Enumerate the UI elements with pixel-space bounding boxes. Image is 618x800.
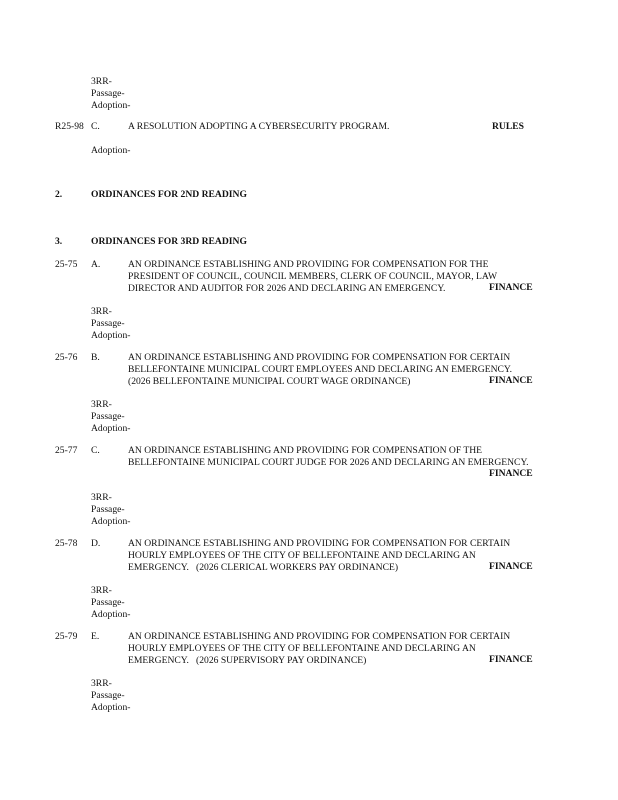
vote-line: Passage-	[91, 317, 125, 329]
item-number: 25-77	[55, 445, 78, 456]
section-title: ORDINANCES FOR 3RD READING	[91, 236, 247, 247]
vote-stack	[91, 306, 130, 341]
item-letter: D.	[91, 538, 101, 549]
section-title: ORDINANCES FOR 2ND READING	[91, 189, 247, 200]
item-number: 25-79	[55, 631, 78, 642]
item-text-line: BELLEFONTAINE MUNICIPAL COURT EMPLOYEES AND DECLARING AN EMERGENCY.	[128, 363, 513, 375]
vote-line: Passage-	[91, 410, 125, 422]
section-number: 3.	[55, 236, 63, 247]
committee-label: FINANCE	[489, 282, 533, 293]
vote-line: Adoption-	[91, 145, 131, 156]
item-letter: A.	[91, 259, 101, 270]
vote-line: 3RR-	[91, 492, 112, 503]
item-text-line: PRESIDENT OF COUNCIL, COUNCIL MEMBERS, CLERK OF COUNCIL, MAYOR, LAW	[128, 270, 498, 282]
vote-stack-top	[91, 76, 130, 111]
vote-stack	[91, 678, 130, 713]
item-number: 25-78	[55, 538, 78, 549]
item-letter: E.	[91, 631, 100, 642]
vote-line: 3RR-	[91, 399, 112, 410]
vote-line: Adoption-	[91, 701, 131, 713]
vote-line: 3RR-	[91, 678, 112, 689]
item-text-line: BELLEFONTAINE MUNICIPAL COURT JUDGE FOR 2026 AND DECLARING AN EMERGENCY.	[128, 456, 529, 468]
vote-stack	[91, 399, 130, 434]
vote-line: Adoption-	[91, 422, 131, 434]
item-text-line: DIRECTOR AND AUDITOR FOR 2026 AND DECLARING AN EMERGENCY.	[128, 282, 446, 294]
committee-label: FINANCE	[489, 654, 533, 665]
section-number: 2.	[55, 189, 63, 200]
vote-stack	[91, 492, 130, 527]
item-number: 25-76	[55, 352, 78, 363]
vote-line: 3RR-	[91, 306, 112, 317]
vote-line: Passage-	[91, 87, 125, 99]
item-text-line: AN ORDINANCE ESTABLISHING AND PROVIDING FOR COMPENSATION FOR THE	[128, 259, 489, 270]
item-letter: B.	[91, 352, 100, 363]
committee-label: FINANCE	[489, 468, 533, 479]
item-text-line: HOURLY EMPLOYEES OF THE CITY OF BELLEFONTAINE AND DECLARING AN	[128, 549, 476, 561]
vote-line: Passage-	[91, 689, 125, 701]
item-number: 25-75	[55, 259, 78, 270]
vote-stack	[91, 145, 130, 157]
vote-line: Adoption-	[91, 99, 131, 111]
committee-label: FINANCE	[489, 561, 533, 572]
vote-stack	[91, 585, 130, 620]
committee-label: FINANCE	[489, 375, 533, 386]
vote-line: Adoption-	[91, 329, 131, 341]
item-text-line: HOURLY EMPLOYEES OF THE CITY OF BELLEFONTAINE AND DECLARING AN	[128, 642, 476, 654]
vote-line: 3RR-	[91, 76, 112, 87]
item-text-line: AN ORDINANCE ESTABLISHING AND PROVIDING FOR COMPENSATION FOR CERTAIN	[128, 352, 511, 363]
item-letter: C.	[91, 445, 100, 456]
item-text-line: EMERGENCY. (2026 CLERICAL WORKERS PAY ORDINANCE)	[128, 561, 399, 573]
item-text-line: AN ORDINANCE ESTABLISHING AND PROVIDING FOR COMPENSATION FOR CERTAIN	[128, 538, 511, 549]
committee-label: RULES	[492, 121, 524, 132]
item-text: A RESOLUTION ADOPTING A CYBERSECURITY PROGRAM.	[128, 121, 390, 132]
item-number: R25-98	[55, 121, 84, 132]
item-letter: C.	[91, 121, 100, 132]
item-text-line: AN ORDINANCE ESTABLISHING AND PROVIDING FOR COMPENSATION OF THE	[128, 445, 483, 456]
vote-line: Adoption-	[91, 515, 131, 527]
item-text-line: EMERGENCY. (2026 SUPERVISORY PAY ORDINANCE)	[128, 654, 367, 666]
item-text-line: AN ORDINANCE ESTABLISHING AND PROVIDING FOR COMPENSATION FOR CERTAIN	[128, 631, 511, 642]
vote-line: Passage-	[91, 596, 125, 608]
item-text-line: (2026 BELLEFONTAINE MUNICIPAL COURT WAGE ORDINANCE)	[128, 375, 411, 387]
vote-line: Adoption-	[91, 608, 131, 620]
vote-line: Passage-	[91, 503, 125, 515]
vote-line: 3RR-	[91, 585, 112, 596]
item-text	[128, 445, 568, 469]
